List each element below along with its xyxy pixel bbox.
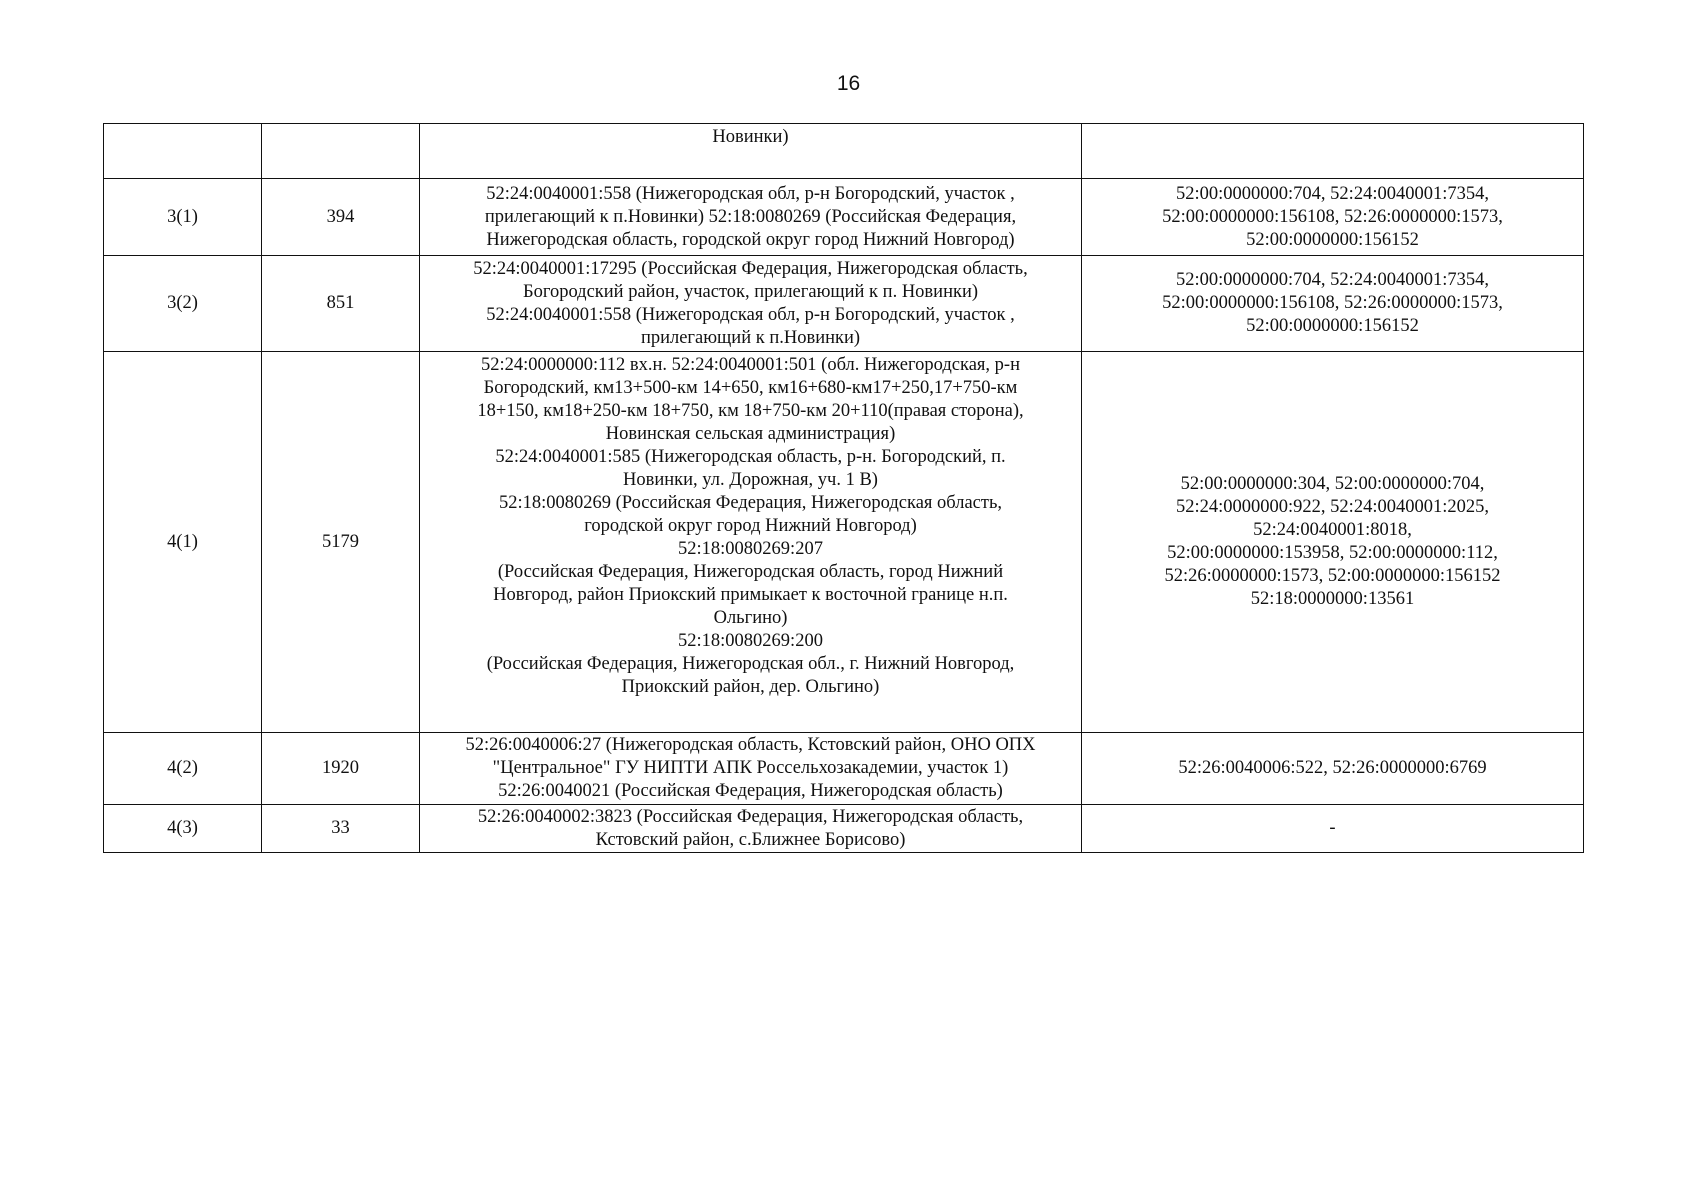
plot-line: 52:18:0080269 (Российская Федерация, Нижегородская область,	[498, 493, 1003, 513]
plot-line: Ольгино)	[713, 608, 788, 628]
cell-area: 33	[262, 805, 420, 853]
cadastral-line: 52:26:0040006:522, 52:26:0000000:6769	[1178, 758, 1487, 778]
cadastral-line: 52:00:0000000:153958, 52:00:0000000:112,	[1167, 543, 1498, 563]
cadastral-line: 52:26:0000000:1573, 52:00:0000000:156152	[1164, 566, 1501, 586]
plot-line: 52:26:0040002:3823 (Российская Федерация, Нижегородская область,	[477, 806, 1024, 827]
cell-area	[262, 124, 420, 179]
cadastral-line: 52:00:0000000:156152	[1246, 229, 1419, 250]
plot-line: 52:24:0040001:17295 (Российская Федерация, Нижегородская область,	[473, 258, 1028, 279]
cell-area: 5179	[262, 352, 420, 733]
plot-line: 52:24:0040001:585 (Нижегородская область, р-н. Богородский, п.	[495, 447, 1006, 467]
cell-plots	[420, 805, 1082, 853]
cadastral-line: 52:00:0000000:156152	[1246, 316, 1419, 336]
cell-area: 394	[262, 179, 420, 256]
cell-number	[104, 124, 262, 179]
cadastral-line: 52:00:0000000:156108, 52:26:0000000:1573,	[1162, 293, 1503, 313]
page-number: 16	[836, 72, 861, 95]
cell-number: 4(2)	[104, 733, 262, 805]
plot-line: городской округ город Нижний Новгород)	[584, 516, 917, 536]
cadastral-line: 52:00:0000000:304, 52:00:0000000:704,	[1180, 474, 1485, 494]
cadastral-line: 52:00:0000000:156108, 52:26:0000000:1573,	[1162, 206, 1503, 227]
plot-line: прилегающий к п.Новинки)	[640, 327, 861, 348]
plot-line: "Центральное" ГУ НИПТИ АПК Россельхозакадемии, участок 1)	[492, 758, 1009, 778]
plot-line: 52:18:0080269:207	[678, 539, 823, 559]
cadastral-line: 52:18:0000000:13561	[1250, 589, 1415, 609]
plot-line: 18+150, км18+250-км 18+750, км 18+750-км 20+110(правая сторона),	[477, 401, 1024, 421]
cell-number: 3(1)	[104, 179, 262, 256]
cell-plots	[420, 352, 1082, 733]
cell-cadastral	[1082, 179, 1584, 256]
plot-line: (Российская Федерация, Нижегородская обл., г. Нижний Новгород,	[486, 654, 1015, 674]
plot-line: Богородский, км13+500-км 14+650, км16+680-км17+250,17+750-км	[483, 378, 1018, 398]
plot-line: Новинки, ул. Дорожная, уч. 1 В)	[623, 470, 878, 490]
cell-area: 1920	[262, 733, 420, 805]
table-row	[104, 179, 1584, 256]
land-plots-table	[103, 123, 1584, 853]
plot-line: 52:18:0080269:200	[678, 631, 823, 651]
plot-line: Богородский район, участок, прилегающий к п. Новинки)	[522, 281, 979, 302]
table-body	[104, 124, 1584, 853]
cadastral-line: 52:00:0000000:704, 52:24:0040001:7354,	[1176, 183, 1489, 204]
cell-plots	[420, 179, 1082, 256]
plot-line: Новинки)	[712, 127, 789, 147]
plot-line: прилегающий к п.Новинки) 52:18:0080269 (Российская Федерация,	[484, 206, 1017, 227]
cadastral-line: 52:24:0000000:922, 52:24:0040001:2025,	[1176, 497, 1489, 517]
cell-cadastral	[1082, 805, 1584, 853]
cell-number: 4(3)	[104, 805, 262, 853]
plot-line: 52:26:0040021 (Российская Федерация, Нижегородская область)	[498, 781, 1003, 801]
cell-cadastral	[1082, 124, 1584, 179]
table-row	[104, 256, 1584, 352]
table-row	[104, 124, 1584, 179]
table-row	[104, 352, 1584, 733]
plot-line: 52:24:0000000:112 вх.н. 52:24:0040001:501 (обл. Нижегородская, р-н	[481, 355, 1020, 375]
plot-line: Нижегородская область, городской округ город Нижний Новгород)	[486, 229, 1015, 250]
plot-line: 52:24:0040001:558 (Нижегородская обл, р-н Богородский, участок ,	[486, 183, 1015, 204]
cell-plots	[420, 124, 1082, 179]
plot-line: Кстовский район, с.Ближнее Борисово)	[595, 829, 906, 850]
plot-line: 52:26:0040006:27 (Нижегородская область, Кстовский район, ОНО ОПХ	[465, 735, 1036, 755]
plot-line: (Российская Федерация, Нижегородская область, город Нижний	[497, 562, 1004, 582]
cadastral-line: 52:24:0040001:8018,	[1253, 520, 1412, 540]
plot-line: 52:24:0040001:558 (Нижегородская обл, р-н Богородский, участок ,	[486, 304, 1015, 325]
plot-line: Приокский район, дер. Ольгино)	[621, 677, 880, 697]
cell-plots	[420, 733, 1082, 805]
cell-cadastral	[1082, 733, 1584, 805]
cell-cadastral	[1082, 352, 1584, 733]
cell-cadastral	[1082, 256, 1584, 352]
table-row	[104, 733, 1584, 805]
cell-area: 851	[262, 256, 420, 352]
cell-number: 3(2)	[104, 256, 262, 352]
plot-line: Новгород, район Приокский примыкает к восточной границе н.п.	[493, 585, 1008, 605]
cadastral-line: 52:00:0000000:704, 52:24:0040001:7354,	[1176, 270, 1489, 290]
cell-plots	[420, 256, 1082, 352]
plot-line: Новинская сельская администрация)	[605, 424, 896, 444]
cell-number: 4(1)	[104, 352, 262, 733]
table-row	[104, 805, 1584, 853]
cadastral-line: -	[1329, 818, 1336, 838]
